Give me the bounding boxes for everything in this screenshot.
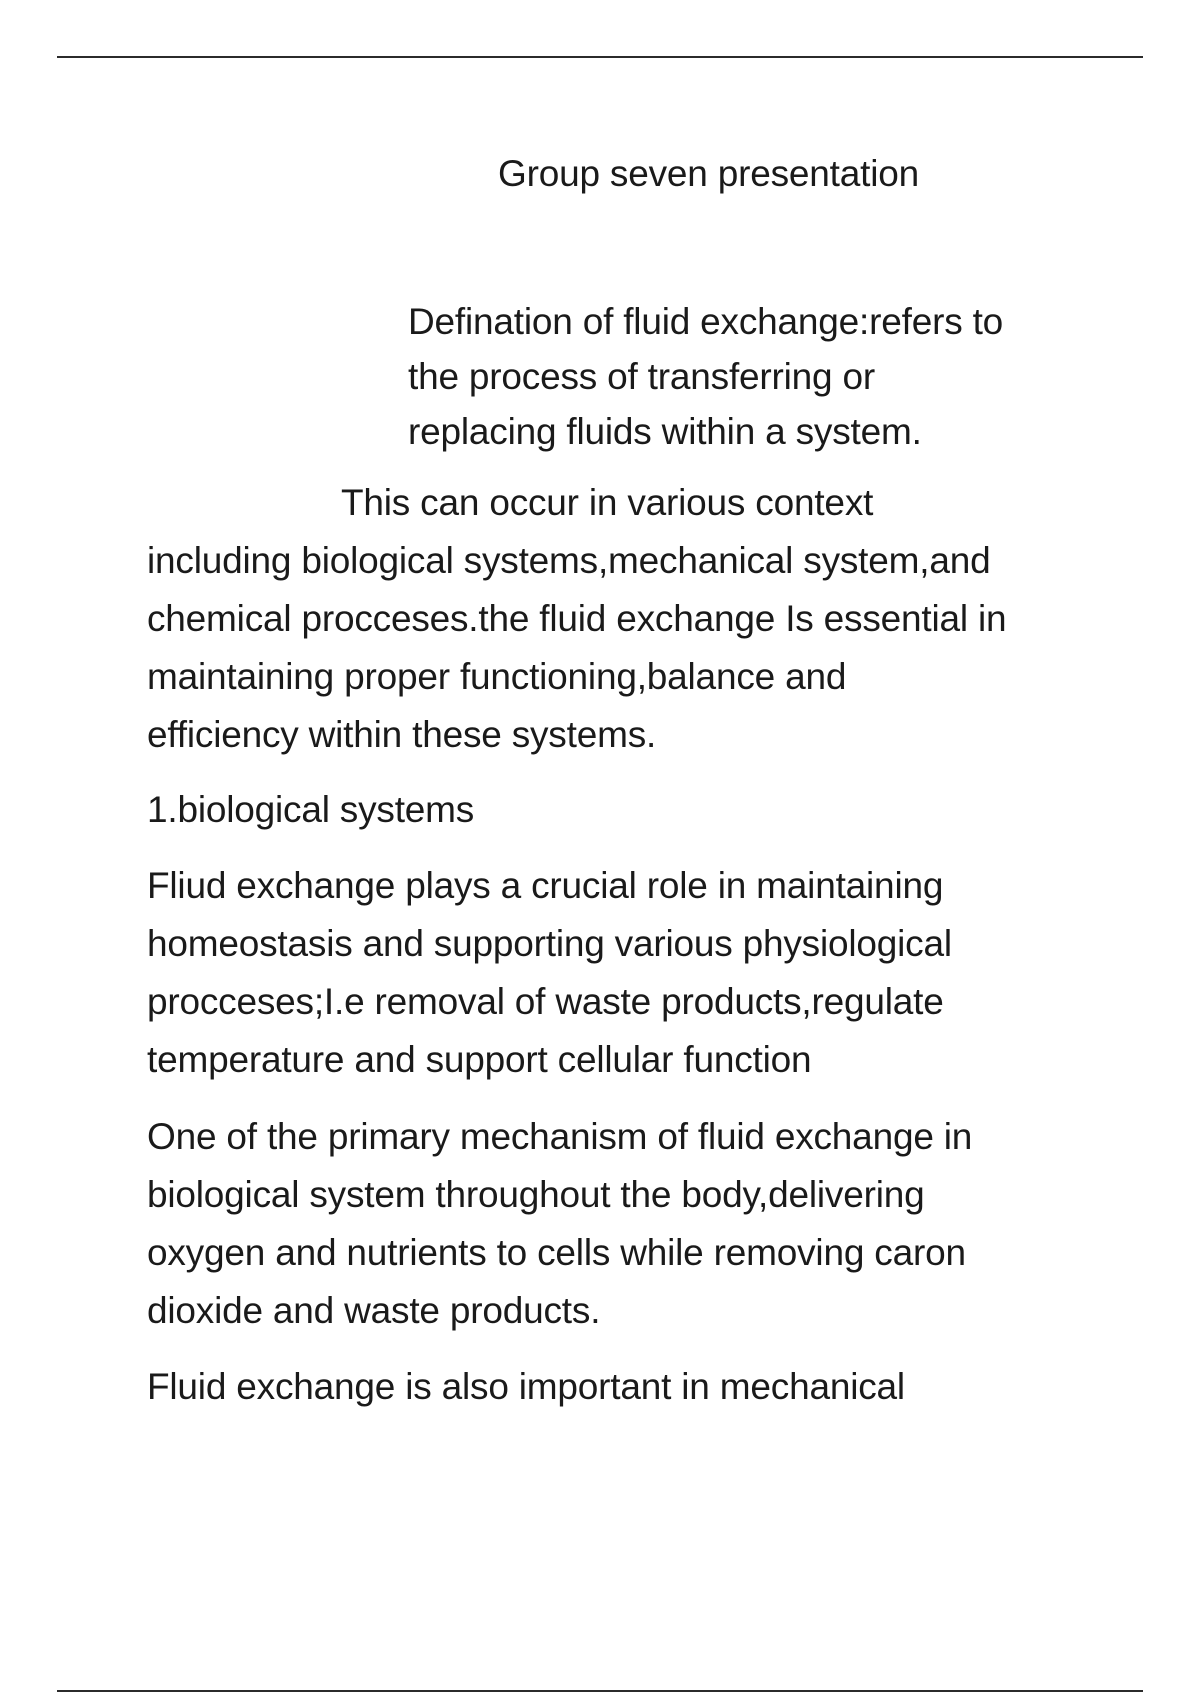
definition-paragraph: [408, 294, 1003, 459]
paragraph-line: One of the primary mechanism of fluid exchange in: [147, 1116, 973, 1157]
biological-role-paragraph: [147, 857, 952, 1089]
paragraph-line: dioxide and waste products.: [147, 1290, 601, 1331]
paragraph-line: temperature and support cellular function: [147, 1039, 812, 1080]
context-line: This can occur in various context: [341, 482, 874, 523]
document-title: Group seven presentation: [498, 153, 919, 194]
context-line: maintaining proper functioning,balance and: [147, 656, 847, 697]
paragraph-line: biological system throughout the body,delivering: [147, 1174, 925, 1215]
paragraph-line: homeostasis and supporting various physiological: [147, 923, 952, 964]
context-line: including biological systems,mechanical system,and: [147, 540, 991, 581]
context-line: efficiency within these systems.: [147, 714, 657, 755]
primary-mechanism-paragraph: [147, 1108, 972, 1340]
definition-line: the process of transferring or: [408, 356, 875, 397]
paragraph-line: procceses;I.e removal of waste products,regulate: [147, 981, 944, 1022]
definition-line: replacing fluids within a system.: [408, 411, 922, 452]
paragraph-line: oxygen and nutrients to cells while removing caron: [147, 1232, 966, 1273]
context-paragraph: [147, 474, 1006, 764]
paragraph-line: Fluid exchange is also important in mechanical: [147, 1366, 905, 1407]
definition-line: Defination of fluid exchange:refers to: [408, 301, 1004, 342]
footer-rule: [57, 1690, 1143, 1692]
context-line: chemical procceses.the fluid exchange Is essential in: [147, 598, 1007, 639]
section-heading: 1.biological systems: [147, 789, 475, 830]
header-rule: [57, 56, 1143, 58]
paragraph-line: Fliud exchange plays a crucial role in maintaining: [147, 865, 944, 906]
mechanical-paragraph: [147, 1358, 905, 1416]
